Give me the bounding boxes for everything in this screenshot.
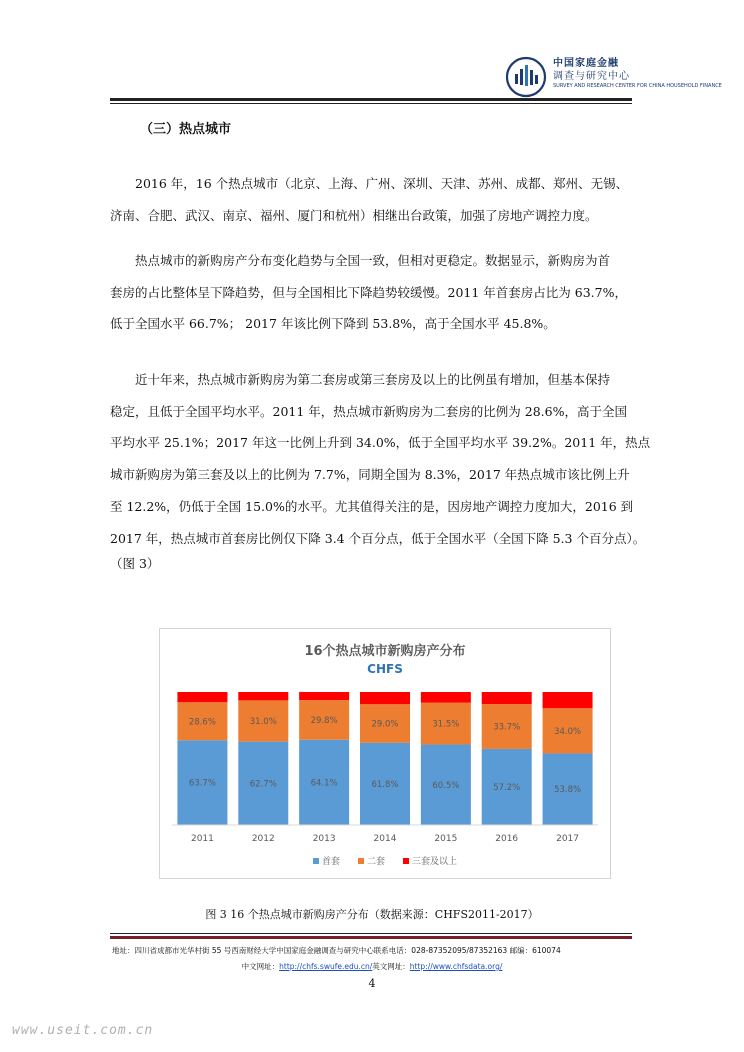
x-tick-label-2017: 2017 <box>556 834 580 844</box>
paragraph-line: 至 12.2%，仍低于全国 15.0%的水平。尤其值得关注的是，因房地产调控力度加大，2016 到 <box>110 498 634 514</box>
logo-cn-line1: 中国家庭金融 <box>553 58 619 69</box>
chfs-logo <box>505 52 722 100</box>
x-tick-label-2015: 2015 <box>434 834 458 844</box>
data-label-2012-series-1: 31.0% <box>249 716 277 727</box>
legend-swatch-0 <box>313 858 319 864</box>
paragraph-first-home-trend <box>110 245 634 340</box>
stacked-bar-chart <box>159 628 611 879</box>
footer-rule-thin <box>110 933 632 934</box>
paragraph-line: 稳定，且低于全国平均水平。2011 年，热点城市新购房为二套房的比例为 28.6%，高于全国 <box>110 403 627 419</box>
bar-2015-series-2 <box>421 692 471 703</box>
paragraph-line: 2016 年，16 个热点城市（北京、上海、广州、深圳、天津、苏州、成都、郑州、无锡、 <box>110 176 629 191</box>
data-label-2015-series-0: 60.5% <box>432 780 460 791</box>
paragraph-line: 套房的占比整体呈下降趋势，但与全国相比下降趋势较缓慢。2011 年首套房占比为 63.7%， <box>110 284 627 300</box>
legend-label-2: 三套及以上 <box>412 857 458 867</box>
paragraph-second-third-home <box>110 364 651 574</box>
paragraph-hot-cities-policy <box>110 168 634 231</box>
x-tick-label-2013: 2013 <box>312 834 336 844</box>
x-tick-label-2012: 2012 <box>251 834 275 844</box>
paragraph-line: 热点城市的新购房产分布变化趋势与全国一致，但相对更稳定。数据显示，新购房为首 <box>110 253 611 268</box>
data-label-2014-series-0: 61.8% <box>371 779 399 790</box>
chart-title: 16个热点城市新购房产分布 <box>304 644 466 659</box>
legend-label-0: 首套 <box>322 857 341 867</box>
x-tick-label-2016: 2016 <box>495 834 519 844</box>
x-tick-label-2011: 2011 <box>190 834 214 844</box>
en-site-link[interactable]: http://www.chfsdata.org/ <box>409 962 503 971</box>
bar-2016-series-2 <box>482 692 532 704</box>
logo-cn-line2: 调查与研究中心 <box>553 71 630 82</box>
chart-svg <box>160 629 610 878</box>
bar-2012-series-2 <box>238 692 288 700</box>
data-label-2017-series-0: 53.8% <box>554 785 582 796</box>
data-label-2016-series-1: 33.7% <box>493 722 521 733</box>
data-label-2014-series-1: 29.0% <box>371 719 399 730</box>
legend-swatch-2 <box>403 858 409 864</box>
footer-rule <box>110 936 632 939</box>
figure-caption: 图 3 16 个热点城市新购房产分布（数据来源：CHFS2011-2017） <box>205 908 539 921</box>
bar-2011-series-2 <box>177 692 227 702</box>
paragraph-line: 低于全国水平 66.7%； 2017 年该比例下降到 53.8%，高于全国水平 45.8%。 <box>110 316 556 332</box>
data-label-2011-series-1: 28.6% <box>188 717 216 728</box>
section-title: （三）热点城市 <box>140 122 232 137</box>
paragraph-line: 济南、合肥、武汉、南京、福州、厦门和杭州）相继出台政策，加强了房地产调控力度。 <box>110 207 598 223</box>
data-label-2013-series-1: 29.8% <box>310 715 338 726</box>
watermark: www.useit.com.cn <box>12 1023 154 1038</box>
bar-2014-series-2 <box>360 692 410 704</box>
chart-subtitle: CHFS <box>367 662 403 676</box>
header-rule-thin <box>110 103 632 104</box>
legend-label-1: 二套 <box>367 857 386 867</box>
chfs-logo-icon <box>505 56 547 98</box>
data-label-2012-series-0: 62.7% <box>249 779 277 790</box>
header-rule <box>110 98 632 101</box>
paragraph-line: （图 3） <box>110 556 160 572</box>
data-label-2015-series-1: 31.5% <box>432 719 460 730</box>
bar-2013-series-2 <box>299 692 349 700</box>
legend-swatch-1 <box>358 858 364 864</box>
footer-address: 地址：四川省成都市光华村街 55 号西南财经大学中国家庭金融调查与研究中心联系电话：028-87352095/87352163 邮编：610074 <box>112 946 561 955</box>
page-number: 4 <box>368 977 376 990</box>
x-tick-label-2014: 2014 <box>373 834 397 844</box>
data-label-2016-series-0: 57.2% <box>493 782 521 793</box>
cn-site-link[interactable]: http://chfs.swufe.edu.cn/ <box>279 962 373 971</box>
footer-websites <box>0 961 744 972</box>
cn-site-label: 中文网址： <box>241 962 280 971</box>
paragraph-line: 近十年来，热点城市新购房为第二套房或第三套房及以上的比例虽有增加，但基本保持 <box>110 372 611 387</box>
data-label-2013-series-0: 64.1% <box>310 778 338 789</box>
data-label-2011-series-0: 63.7% <box>188 778 216 789</box>
en-site-label: 英文网址： <box>372 962 410 971</box>
bar-2017-series-2 <box>543 692 593 708</box>
logo-en: SURVEY AND RESEARCH CENTER FOR CHINA HOUSEHOLD FINANCE <box>553 83 722 89</box>
paragraph-line: 2017 年，热点城市首套房比例仅下降 3.4 个百分点，低于全国水平（全国下降 5.3 个百分点）。 <box>110 530 646 546</box>
paragraph-line: 城市新购房为第三套及以上的比例为 7.7%，同期全国为 8.3%，2017 年热点城市该比例上升 <box>110 467 630 483</box>
paragraph-line: 平均水平 25.1%；2017 年这一比例上升到 34.0%，低于全国平均水平 39.2%。2011 年，热点 <box>110 435 651 451</box>
data-label-2017-series-1: 34.0% <box>554 726 582 737</box>
